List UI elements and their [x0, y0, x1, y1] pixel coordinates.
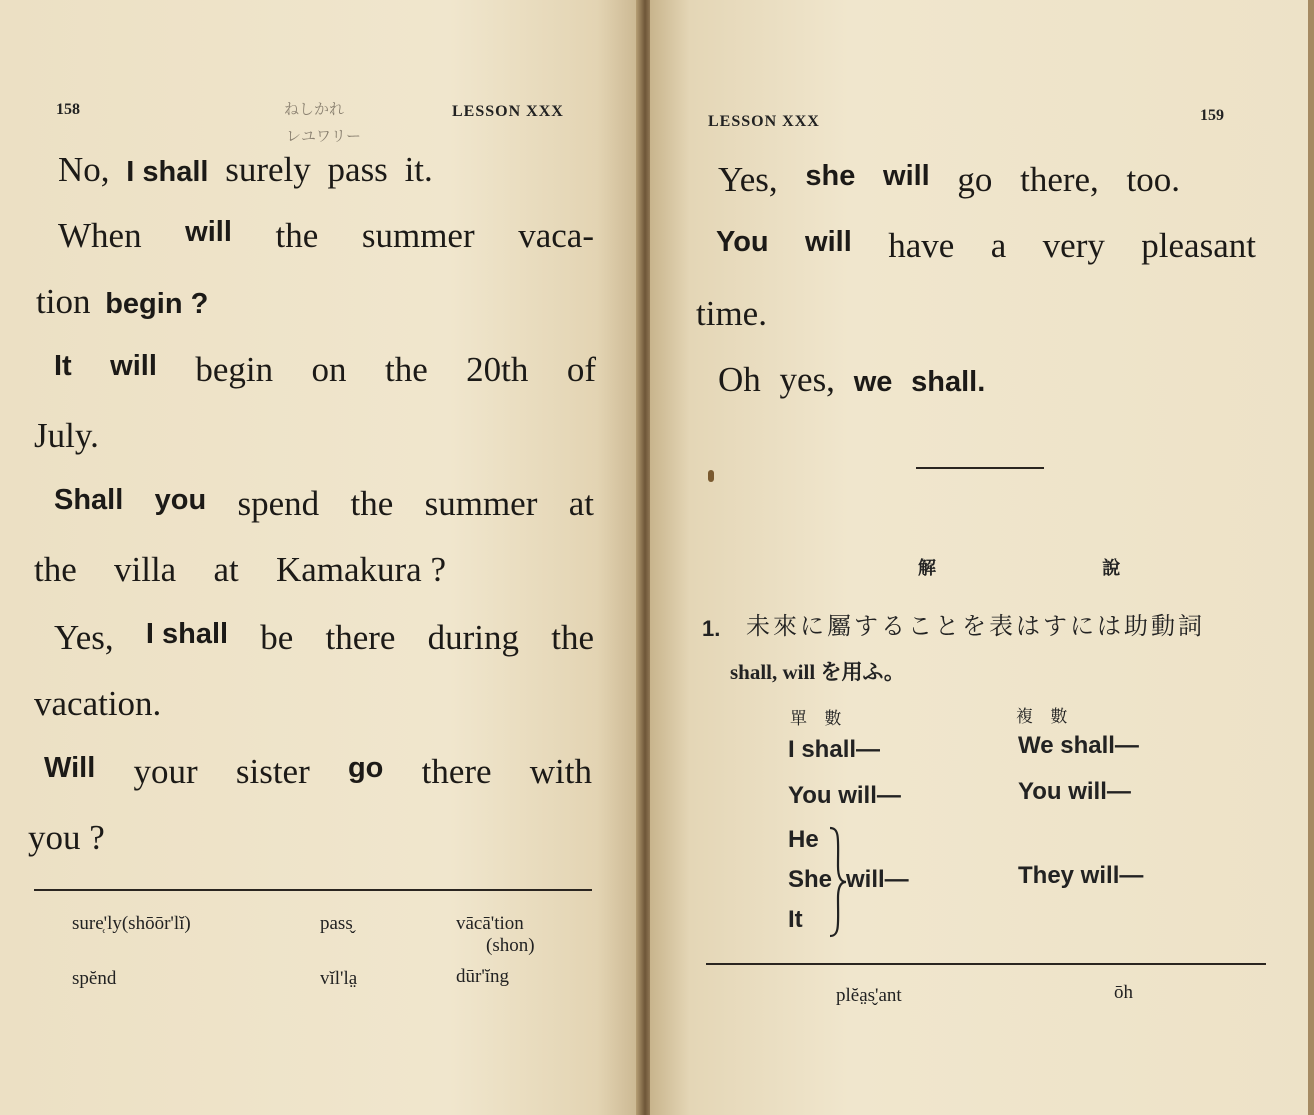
vocab-word: vĭl'la̤ — [320, 968, 358, 989]
text-line: Yes, she will go there, too. — [718, 160, 1180, 199]
running-header: LESSON XXX — [452, 103, 564, 120]
vocab-word: spĕnd — [72, 968, 117, 989]
text-line: you ? — [28, 818, 105, 857]
singular-label: 單 數 — [790, 709, 848, 729]
note-text-2: shall, will を用ふ。 — [730, 660, 905, 684]
plural-label: 複 數 — [1016, 707, 1074, 727]
section-title: 解 說 — [918, 558, 1201, 579]
text-line: Shall you spend the summer at — [54, 484, 594, 523]
divider-rule — [706, 963, 1266, 965]
text-line: You will have a very pleasant — [716, 226, 1256, 265]
text-line: the villa at Kamakura ? — [34, 550, 446, 589]
grammar-form: You will— — [1018, 778, 1131, 805]
running-header: LESSON XXX — [708, 113, 820, 130]
text-line: No, I shall surely pass it. — [58, 150, 433, 189]
text-line: vacation. — [34, 684, 162, 723]
grammar-form: We shall— — [1018, 732, 1139, 759]
page-number: 158 — [56, 101, 80, 118]
grammar-form: He — [788, 826, 819, 853]
text-line: When will the summer vaca- — [58, 216, 594, 255]
grammar-form: I shall— — [788, 736, 881, 763]
vocab-word: (shon) — [486, 935, 535, 956]
divider-rule — [34, 889, 592, 891]
note-number: 1. — [702, 616, 721, 641]
grammar-form: It — [788, 906, 803, 933]
grammar-form: She — [788, 866, 833, 893]
vocab-word: vācā'tion — [456, 913, 524, 934]
page-number: 159 — [1200, 107, 1224, 124]
note-text: 未來に屬することを表はすには助動詞 — [746, 612, 1205, 640]
text-line: Oh yes, we shall. — [718, 360, 986, 399]
text-line: It will begin on the 20th of — [54, 350, 596, 389]
vocab-word: pass̬ — [320, 913, 353, 934]
text-line: Will your sister go there with — [44, 752, 592, 791]
left-page — [0, 0, 642, 1115]
text-line: July. — [34, 416, 99, 455]
vocab-word: plĕa̤s̬'ant — [836, 985, 902, 1006]
text-line: time. — [696, 294, 767, 333]
page-edge — [1308, 0, 1314, 1115]
text-line: tion begin ? — [36, 282, 209, 321]
text-line: Yes, I shall be there during the — [54, 618, 594, 657]
brace-icon — [826, 826, 848, 938]
grammar-form: You will— — [788, 782, 901, 809]
vocab-word: dūr'ĭng — [456, 966, 510, 987]
handwritten-note: レユワリー — [286, 127, 362, 145]
grammar-form: They will— — [1018, 862, 1144, 889]
vocab-word: ōh — [1114, 982, 1133, 1003]
section-divider — [916, 467, 1044, 469]
grammar-form: will— — [846, 866, 909, 893]
right-page — [650, 0, 1314, 1115]
vocab-word: sure̜'ly(shōōr'lĭ) — [72, 913, 191, 934]
handwritten-note: ねしかれ — [284, 100, 345, 118]
ink-mark — [708, 470, 714, 482]
